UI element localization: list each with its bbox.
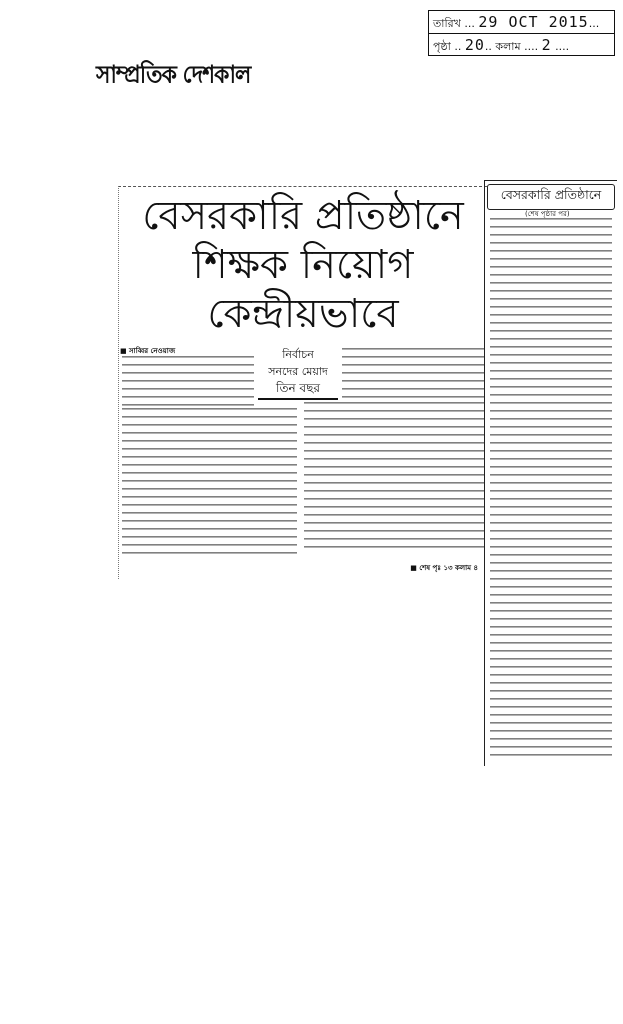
- headline-line: বেসরকারি প্রতিষ্ঠানে: [142, 193, 464, 239]
- headline-line: কেন্দ্রীয়ভাবে: [207, 291, 399, 337]
- stamp-page-row: পৃষ্ঠা .. 20.. কলাম .... 2 ....: [433, 36, 570, 54]
- page-label: পৃষ্ঠা: [433, 40, 451, 53]
- article-subhead: [258, 346, 338, 400]
- article-body-text: [304, 402, 484, 554]
- subhead-line: সনদের মেয়াদ: [268, 365, 328, 378]
- continuation-headline: বেসরকারি প্রতিষ্ঠানে: [487, 184, 615, 210]
- newspaper-masthead: সাম্প্রতিক দেশকাল: [96, 61, 251, 90]
- date-label: তারিখ: [433, 17, 461, 30]
- article-body-text: [122, 356, 254, 408]
- stamp-date-row: তারিখ ... 29 OCT 2015...: [429, 11, 614, 34]
- subhead-line: নির্বাচন: [282, 348, 314, 361]
- article-headline: [120, 192, 486, 339]
- column-label: কলাম: [495, 40, 521, 53]
- article-body-text: [122, 408, 297, 560]
- article-body-text: [342, 348, 484, 400]
- subhead-line: তিন বছর: [276, 381, 320, 395]
- date-stamp: [428, 10, 615, 56]
- date-value: 29 OCT 2015: [478, 13, 589, 31]
- page-value: 20: [464, 36, 485, 54]
- column-value: 2: [541, 36, 552, 54]
- article-author: ■ সাব্বির নেওয়াজ: [120, 347, 176, 355]
- continued-from-note: (শেষ পৃষ্ঠার পর): [525, 210, 570, 218]
- headline-line: শিক্ষক নিয়োগ: [192, 242, 414, 288]
- continued-note: ■ শেষ পৃঃ ১৩ কলাম ৪: [410, 564, 478, 572]
- continuation-body-text: [490, 218, 612, 756]
